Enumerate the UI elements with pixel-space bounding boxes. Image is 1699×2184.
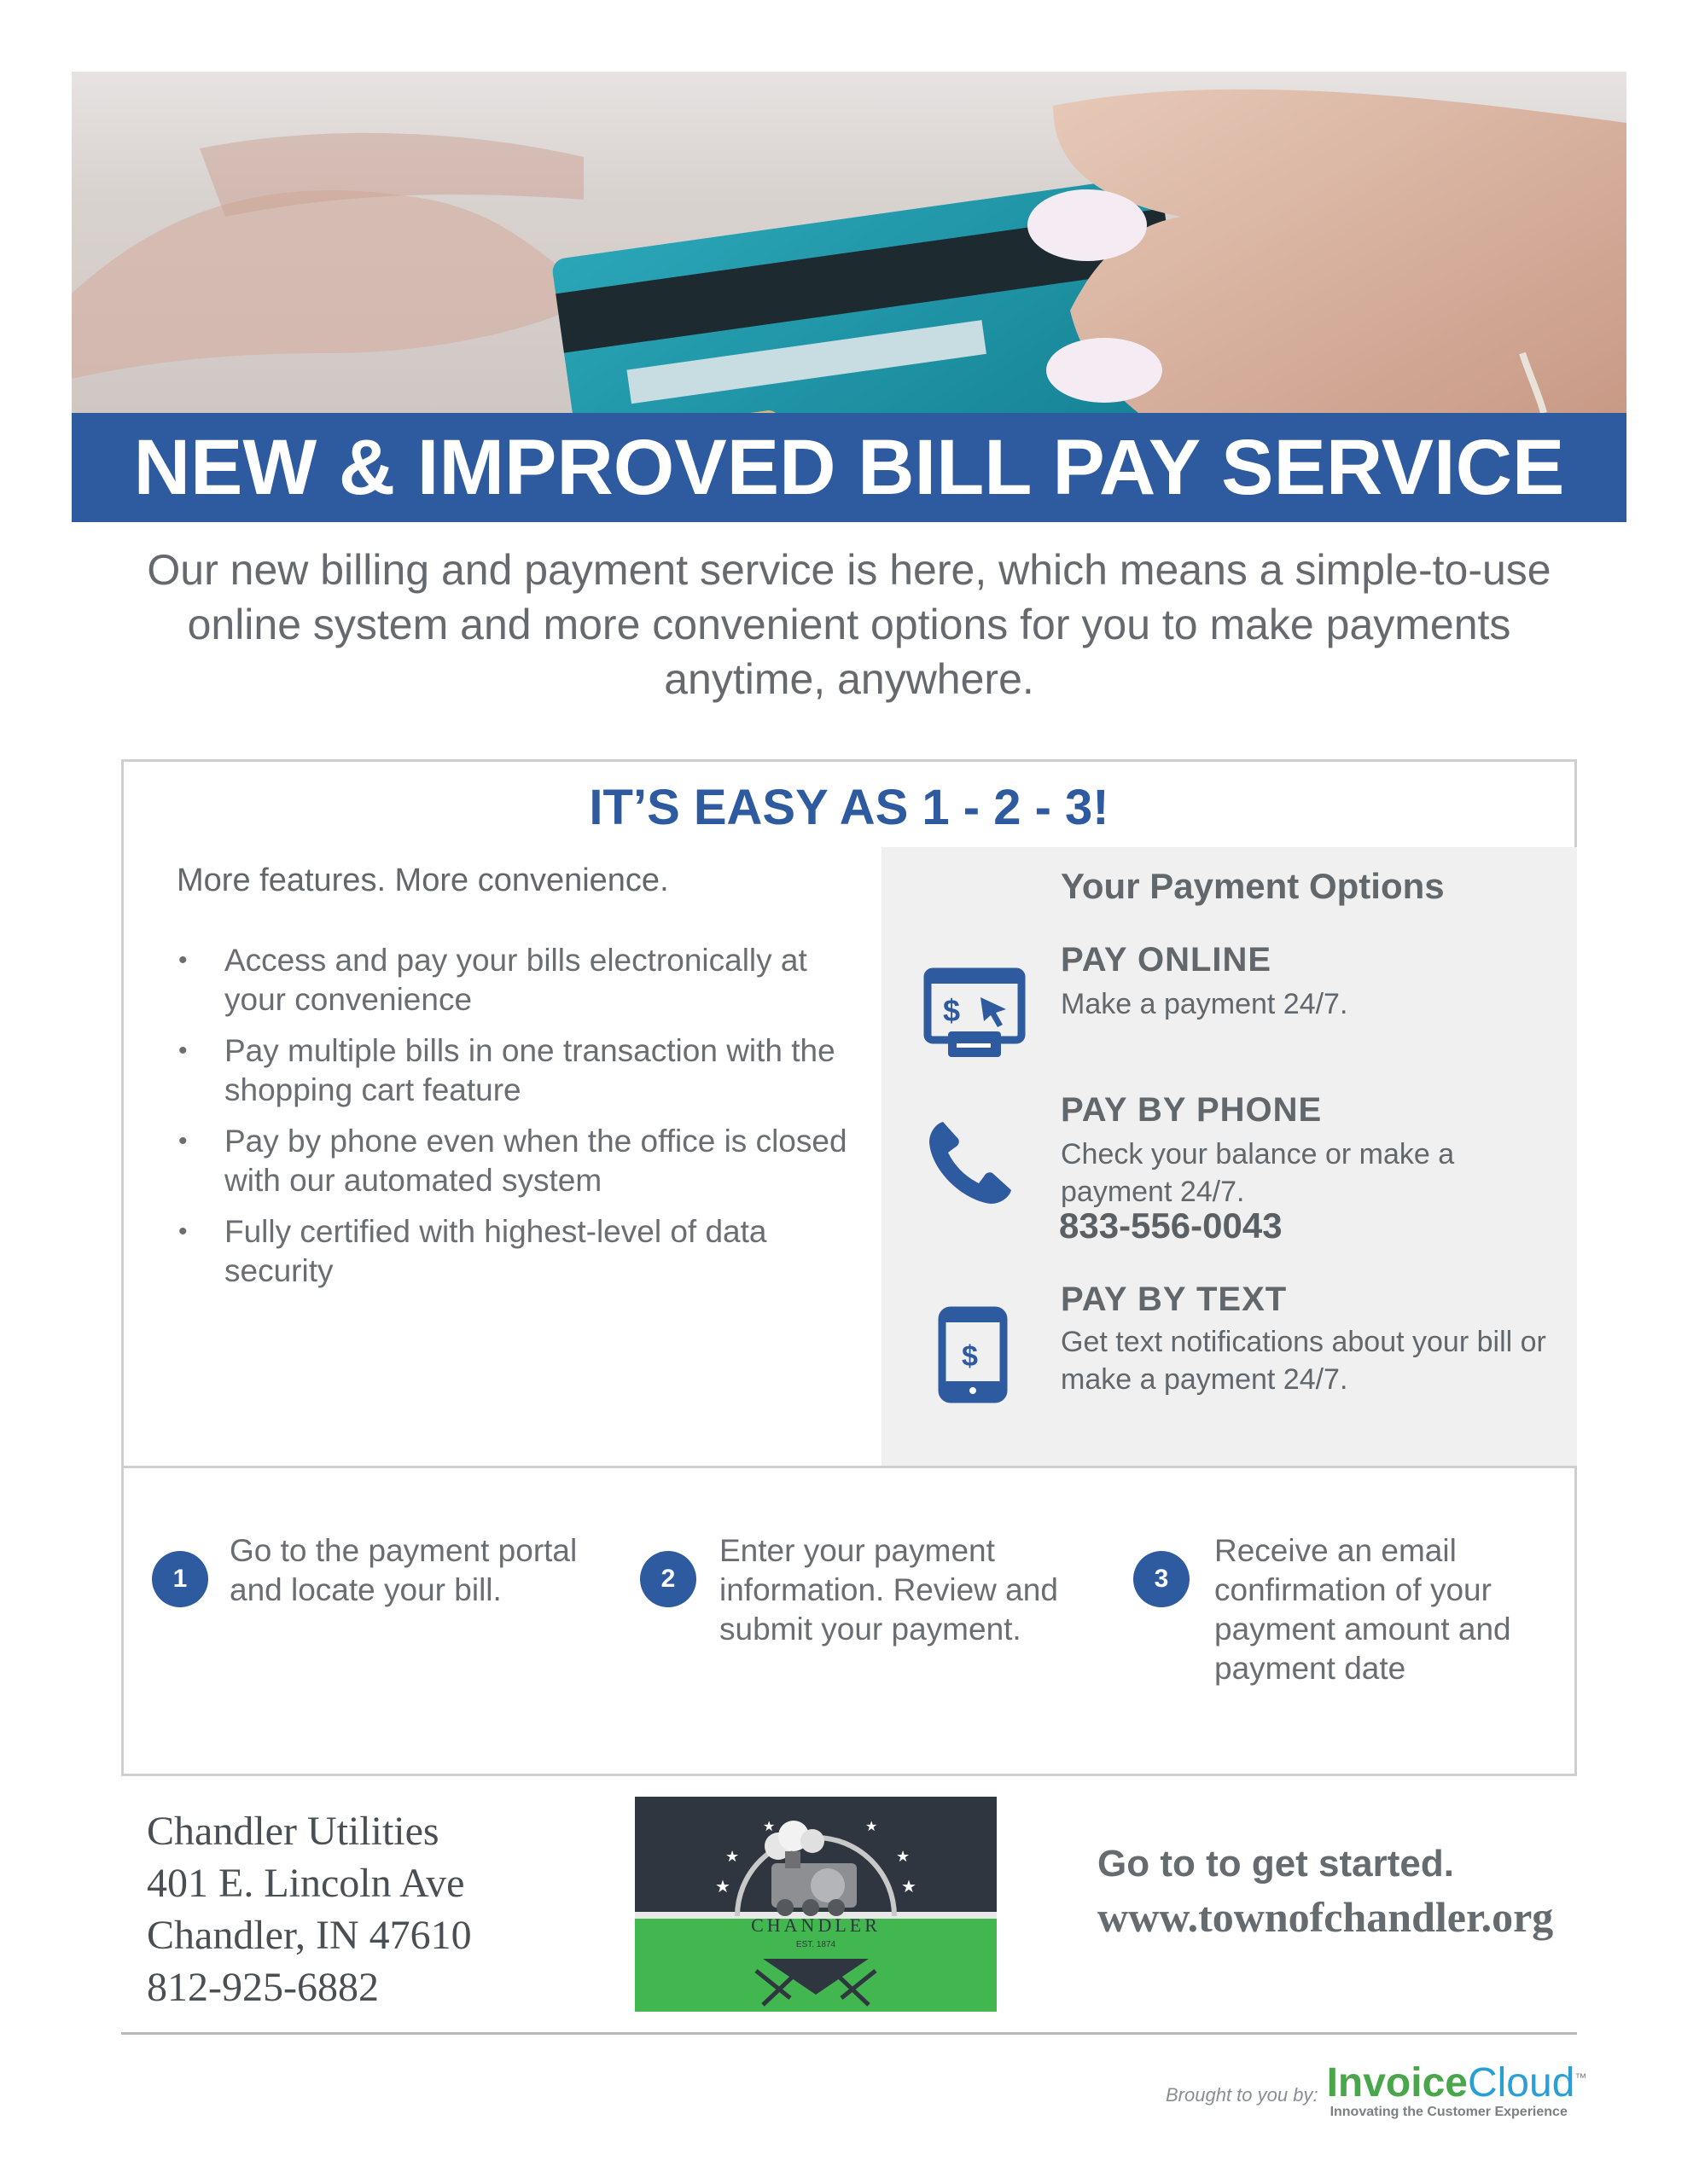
bullet-icon: • [178,1127,188,1155]
svg-text:$: $ [943,993,961,1028]
step-2-badge: 2 [640,1551,696,1607]
computer-payment-icon [922,967,1027,1060]
title-banner [72,413,1626,522]
city-state-zip: Chandler, IN 47610 [147,1913,472,1958]
intro-text: Our new billing and payment service is here, which means a simple-to-use online system and more convenient options for you to make payments anytime, anywhere. [147,546,1551,703]
list-item: • Pay by phone even when the office is closed with our automated system [178,1124,847,1198]
hero-photo [72,72,1626,413]
list-item: • Access and pay your bills electronically at your convenience [178,943,807,1017]
phone-icon [924,1117,1016,1209]
easy-title: IT’S EASY AS 1 - 2 - 3! [589,780,1109,835]
pay-by-text-title: PAY BY TEXT [1061,1281,1288,1318]
features-heading: More features. More convenience. [177,863,669,898]
logo-established: EST. 1874 [795,1940,836,1949]
chandler-train-logo [635,1797,997,2012]
section-divider [124,1466,1574,1468]
street-address: 401 E. Lincoln Ave [147,1861,465,1906]
org-name: Chandler Utilities [147,1809,439,1854]
features-list [177,941,876,1303]
pay-online-desc: Make a payment 24/7. [1061,988,1348,1020]
svg-text:★: ★ [901,1878,916,1896]
list-item: • Fully certified with highest-level of data security [178,1214,767,1288]
bullet-icon: • [178,946,188,974]
svg-text:★: ★ [865,1820,878,1834]
contact-phone: 812-925-6882 [147,1965,379,2010]
step-3-badge: 3 [1133,1551,1190,1607]
svg-text:★: ★ [715,1878,730,1896]
brand-tagline: Innovating the Customer Experience [1330,2105,1568,2119]
pay-by-phone-number: 833-556-0043 [1059,1205,1283,1246]
trademark-mark: ™ [1574,2071,1587,2084]
step-1-badge: 1 [152,1551,208,1607]
svg-text:★: ★ [725,1848,740,1865]
cta-text: Go to to get started. [1097,1843,1454,1885]
credit-label: Brought to you by: [1166,2084,1318,2106]
pay-by-phone-desc: Check your balance or make a payment 24/7. [1061,1138,1455,1208]
svg-text:$: $ [962,1340,978,1373]
bullet-icon: • [178,1037,188,1065]
payment-options-heading: Your Payment Options [1061,866,1445,906]
chandler-logo [635,1797,997,2012]
pay-by-phone-title: PAY BY PHONE [1061,1091,1323,1129]
step-1-text: Go to the payment portal and locate your bill. [230,1533,578,1607]
bullet-icon: • [178,1217,188,1246]
contact-address [147,1805,472,2013]
pay-by-text-desc: Get text notifications about your bill or make a payment 24/7. [1061,1326,1546,1396]
features-box [121,759,1577,1776]
credit-card-photo [72,72,1626,413]
invoicecloud-credit [1166,2056,1586,2120]
pay-online-title: PAY ONLINE [1061,941,1272,979]
svg-text:★: ★ [896,1848,911,1865]
brand-part2: Cloud [1467,2060,1575,2106]
mobile-payment-icon [938,1306,1008,1403]
page-title: NEW & IMPROVED BILL PAY SERVICE [133,423,1565,511]
brand-part1: Invoice [1326,2060,1468,2106]
payment-options-panel [882,847,1577,1466]
list-item: • Pay multiple bills in one transaction with the shopping cart feature [178,1033,835,1107]
svg-text:★: ★ [763,1820,776,1834]
logo-town-name: CHANDLER [751,1914,881,1936]
invoicecloud-logo [1327,2056,1587,2120]
step-3-text: Receive an email confirmation of your payment amount and payment date [1214,1533,1511,1686]
website-link[interactable]: www.townofchandler.org [1097,1893,1554,1941]
footer-divider [121,2032,1577,2035]
step-2-text: Enter your payment information. Review and submit your payment. [719,1533,1058,1647]
call-to-action [1097,1843,1553,1942]
